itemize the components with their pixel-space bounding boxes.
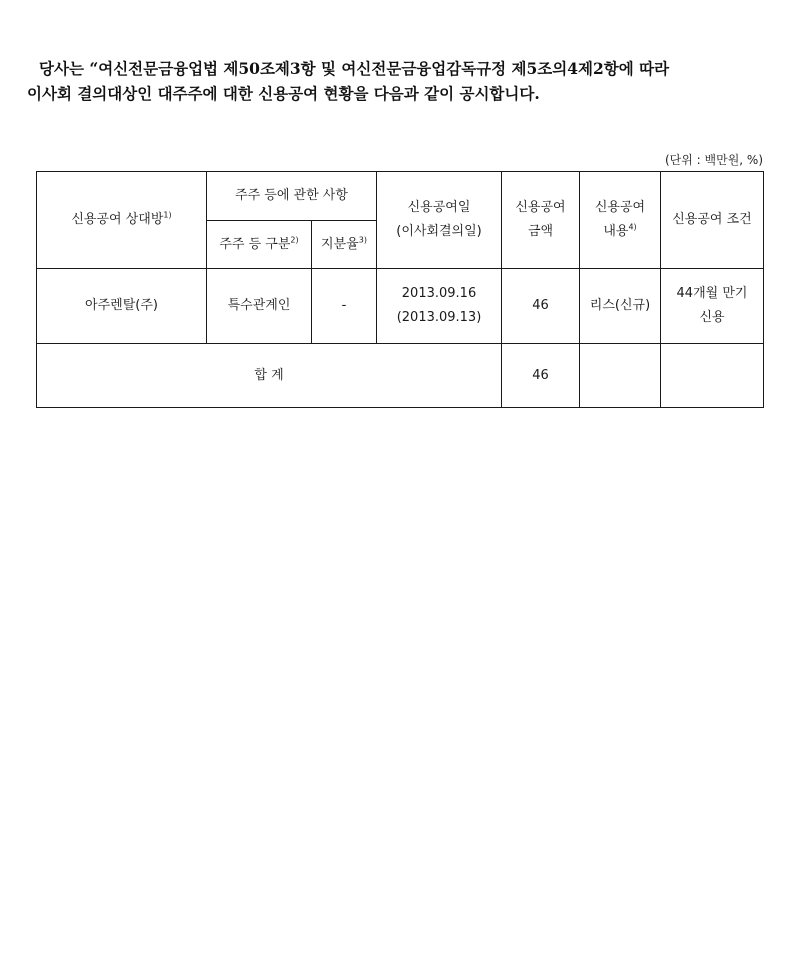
header-share-ratio: 지분율$^{3)}$ [312, 221, 377, 269]
cell-amount: 46 [502, 269, 580, 344]
header-row-top [37, 172, 764, 221]
header-shareholder-group: 주주 등에 관한 사항 [207, 172, 377, 221]
intro-line-2: 이사회 결의대상인 대주주에 대한 신용공여 현황을 다음과 같이 공시합니다. [27, 84, 540, 103]
header-credit-date: 신용공여일 (이사회결의일) [377, 172, 502, 269]
intro-line-1: 당사는 “여신전문금융업법 제50조제3항 및 여신전문금융업감독규정 제5조의4제2항에 따라 [39, 59, 670, 78]
cell-terms: 44개월 만기 신용 [661, 269, 764, 344]
header-terms: 신용공여 조건 [661, 172, 764, 269]
cell-shareholder-type: 특수관계인 [207, 269, 312, 344]
total-amount: 46 [502, 344, 580, 408]
total-row [37, 344, 764, 408]
cell-credit-date: 2013.09.16 (2013.09.13) [377, 269, 502, 344]
total-empty-content [580, 344, 661, 408]
header-content: 신용공여 내용$^{4)}$ [580, 172, 661, 269]
footnote-mark: 2) [290, 235, 299, 245]
footnote-mark: 3) [358, 235, 367, 245]
total-empty-terms [661, 344, 764, 408]
cell-counterparty: 아주렌탈(주) [37, 269, 207, 344]
footnote-mark: 4) [628, 222, 637, 232]
header-counterparty: 신용공여 상대방$^{1)}$ [37, 172, 207, 269]
cell-content: 리스(신규) [580, 269, 661, 344]
disclosure-intro [27, 56, 767, 106]
header-amount: 신용공여 금액 [502, 172, 580, 269]
credit-table [36, 171, 764, 408]
table-row [37, 269, 764, 344]
header-shareholder-type: 주주 등 구분$^{2)}$ [207, 221, 312, 269]
total-label: 합 계 [37, 344, 502, 408]
footnote-mark: 1) [163, 210, 172, 220]
unit-note: (단위 : 백만원, %) [664, 153, 763, 167]
cell-share-ratio: - [312, 269, 377, 344]
